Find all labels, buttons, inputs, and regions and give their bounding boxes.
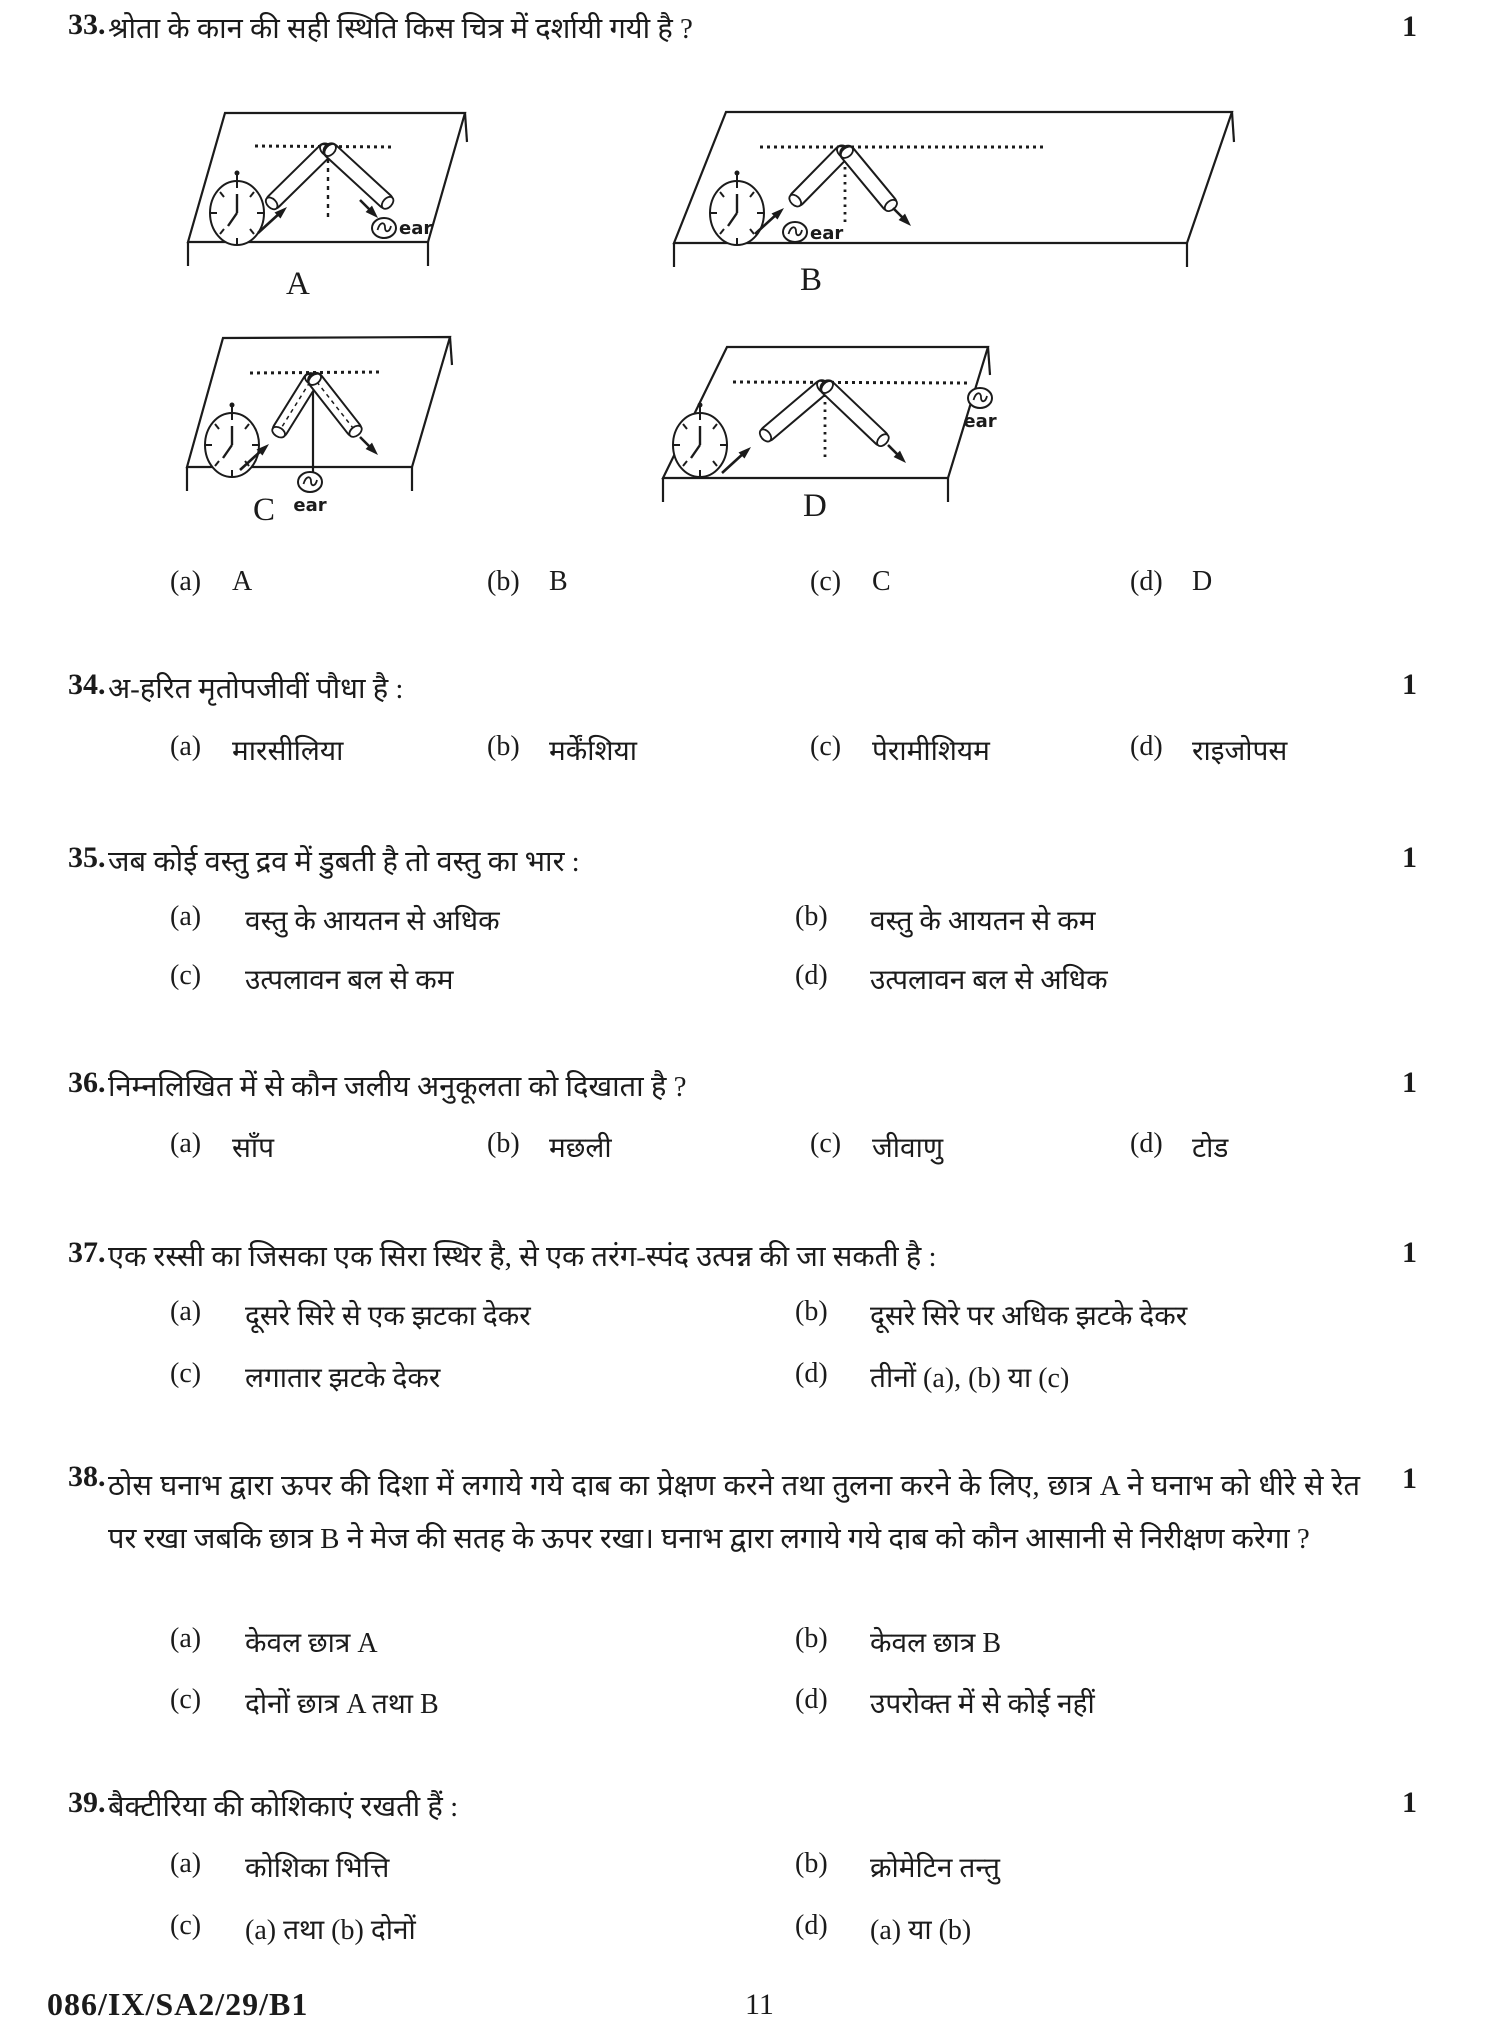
- panel-label-d: D: [803, 488, 827, 524]
- ear-label: ear: [963, 411, 997, 432]
- q33-option-a-letter: (a): [170, 566, 202, 597]
- clock-icon: [205, 403, 259, 478]
- question-37-marks: 1: [1402, 1236, 1417, 1269]
- q38-option-a-letter: (a): [170, 1623, 202, 1654]
- q34-option-c-letter: (c): [810, 731, 842, 762]
- q34-option-c-text: पेरामीशियम: [872, 736, 990, 767]
- q35-option-c-text: उत्पलावन बल से कम: [245, 965, 454, 996]
- footer-paper-code: 086/IX/SA2/29/B1: [47, 1986, 309, 2022]
- q34-option-d-letter: (d): [1130, 731, 1163, 762]
- q36-option-d-text: टोड: [1192, 1133, 1229, 1164]
- q36-option-c-letter: (c): [810, 1128, 842, 1159]
- question-33-text: श्रोता के कान की सही स्थिति किस चित्र में दर्शायी गयी है ?: [108, 13, 693, 45]
- q33-option-a-text: A: [232, 566, 253, 597]
- q38-option-d-letter: (d): [795, 1684, 828, 1715]
- ear-label: ear: [810, 223, 844, 244]
- question-38-number: 38.: [68, 1460, 106, 1493]
- q35-option-d-text: उत्पलावन बल से अधिक: [870, 965, 1108, 996]
- q33-option-b-letter: (b): [487, 566, 520, 597]
- q35-option-b-text: वस्तु के आयतन से कम: [870, 906, 1096, 937]
- q36-option-d-letter: (d): [1130, 1128, 1163, 1159]
- ear-icon: [372, 218, 396, 238]
- q37-option-b-text: दूसरे सिरे पर अधिक झटके देकर: [870, 1301, 1188, 1332]
- q36-option-a-letter: (a): [170, 1128, 202, 1159]
- q37-option-c-text: लगातार झटके देकर: [245, 1363, 441, 1394]
- q37-option-a-letter: (a): [170, 1296, 202, 1327]
- question-36-text: निम्नलिखित में से कौन जलीय अनुकूलता को दिखाता है ?: [108, 1071, 687, 1103]
- q34-option-a-text: मारसीलिया: [232, 736, 344, 767]
- figure-panel-a: [168, 100, 488, 280]
- tube-right: [321, 140, 396, 211]
- q36-option-b-text: मछली: [549, 1133, 612, 1164]
- figure-panel-c: [170, 325, 490, 555]
- question-34-number: 34.: [68, 668, 106, 701]
- question-34-text: अ-हरित मृतोपजीवीं पौधा है :: [108, 673, 404, 705]
- question-39-marks: 1: [1402, 1786, 1417, 1819]
- q35-option-a-text: वस्तु के आयतन से अधिक: [245, 906, 500, 937]
- q36-option-a-text: साँप: [232, 1133, 275, 1164]
- q39-option-d-text: (a) या (b): [870, 1915, 972, 1946]
- q34-option-b-text: मर्केंशिया: [549, 736, 638, 767]
- q37-option-a-text: दूसरे सिरे से एक झटका देकर: [245, 1301, 531, 1332]
- q39-option-a-text: कोशिका भित्ति: [245, 1853, 390, 1884]
- figure-panel-b: [664, 100, 1244, 280]
- question-38-marks: 1: [1402, 1462, 1417, 1495]
- wall-line: [733, 382, 968, 383]
- ear-label: ear: [399, 218, 433, 239]
- q33-option-c-text: C: [872, 566, 891, 597]
- ear-icon: [783, 222, 807, 242]
- q39-option-d-letter: (d): [795, 1910, 828, 1941]
- q39-option-c-text: (a) तथा (b) दोनों: [245, 1915, 416, 1946]
- ear-icon: [968, 388, 992, 408]
- q34-option-d-text: राइजोपस: [1192, 736, 1288, 767]
- question-39-number: 39.: [68, 1786, 106, 1819]
- q38-option-d-text: उपरोक्त में से कोई नहीं: [870, 1689, 1095, 1720]
- q39-option-a-letter: (a): [170, 1848, 202, 1879]
- q38-option-b-text: केवल छात्र B: [870, 1628, 1002, 1659]
- question-37-text: एक रस्सी का जिसका एक सिरा स्थिर है, से एक तरंग-स्पंद उत्पन्न की जा सकती है :: [108, 1241, 937, 1273]
- question-39-text: बैक्टीरिया की कोशिकाएं रखती हैं :: [108, 1791, 459, 1823]
- q37-option-b-letter: (b): [795, 1296, 828, 1327]
- q38-option-c-letter: (c): [170, 1684, 202, 1715]
- question-33-marks: 1: [1402, 10, 1417, 43]
- q36-option-c-text: जीवाणु: [872, 1133, 944, 1164]
- q33-option-d-letter: (d): [1130, 566, 1163, 597]
- tube-right: [837, 143, 899, 214]
- q37-option-c-letter: (c): [170, 1358, 202, 1389]
- tube-right: [818, 377, 892, 448]
- panel-label-c: C: [253, 492, 276, 528]
- q35-option-d-letter: (d): [795, 960, 828, 991]
- q36-option-b-letter: (b): [487, 1128, 520, 1159]
- q35-option-c-letter: (c): [170, 960, 202, 991]
- ear-icon: [298, 472, 322, 492]
- panel-label-b: B: [800, 262, 823, 298]
- q34-option-a-letter: (a): [170, 731, 202, 762]
- q38-option-a-text: केवल छात्र A: [245, 1628, 378, 1659]
- question-33-number: 33.: [68, 8, 106, 41]
- reflected-arrow: [888, 445, 906, 463]
- question-36-number: 36.: [68, 1066, 106, 1099]
- figure-panel-d: [650, 335, 1030, 535]
- q38-option-b-letter: (b): [795, 1623, 828, 1654]
- q38-option-c-text: दोनों छात्र A तथा B: [245, 1689, 439, 1720]
- question-35-marks: 1: [1402, 841, 1417, 874]
- question-34-marks: 1: [1402, 668, 1417, 701]
- reflected-arrow: [360, 437, 378, 455]
- q37-option-d-text: तीनों (a), (b) या (c): [870, 1363, 1070, 1394]
- q35-option-a-letter: (a): [170, 901, 202, 932]
- q35-option-b-letter: (b): [795, 901, 828, 932]
- clock-icon: [210, 171, 264, 246]
- question-38-text: ठोस घनाभ द्वारा ऊपर की दिशा में लगाये गये दाब का प्रेक्षण करने तथा तुलना करने के लिए, छात्र A ने घनाभ को धीरे से रेत पर रखा जबकि छात्र B ने मेज की सतह के ऊपर रखा। घनाभ द्वारा लगाये गये दाब को कौन आसानी से निरीक्षण करेगा ?: [108, 1470, 1360, 1555]
- q33-option-c-letter: (c): [810, 566, 842, 597]
- q34-option-b-letter: (b): [487, 731, 520, 762]
- question-35-text: जब कोई वस्तु द्रव में डुबती है तो वस्तु का भार :: [108, 846, 580, 878]
- q39-option-c-letter: (c): [170, 1910, 202, 1941]
- question-37-number: 37.: [68, 1236, 106, 1269]
- ear-label: ear: [293, 495, 327, 516]
- page-number: 11: [745, 1988, 774, 2021]
- panel-label-a: A: [286, 266, 310, 302]
- q33-option-d-text: D: [1192, 566, 1213, 597]
- reflected-arrow: [893, 208, 911, 226]
- q37-option-d-letter: (d): [795, 1358, 828, 1389]
- clock-icon: [673, 403, 727, 478]
- q33-option-b-text: B: [549, 566, 568, 597]
- q39-option-b-letter: (b): [795, 1848, 828, 1879]
- question-35-number: 35.: [68, 841, 106, 874]
- question-36-marks: 1: [1402, 1066, 1417, 1099]
- q39-option-b-text: क्रोमेटिन तन्तु: [870, 1853, 1000, 1884]
